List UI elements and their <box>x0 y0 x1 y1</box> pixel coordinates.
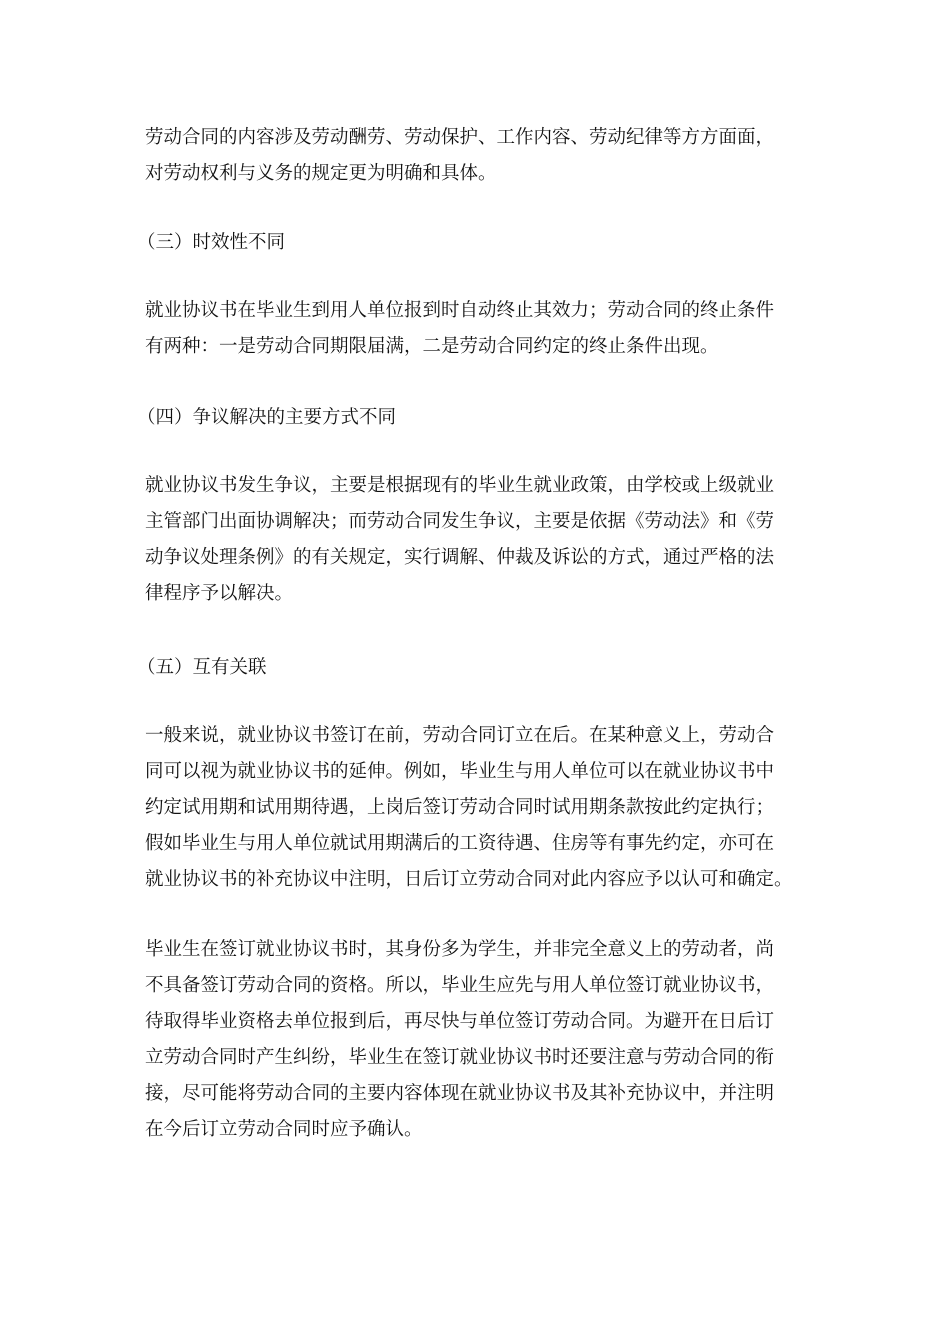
text-line: 毕业生在签订就业协议书时，其身份多为学生，并非完全意义上的劳动者，尚 <box>145 939 775 960</box>
text-line: 主管部门出面协调解决；而劳动合同发生争议，主要是依据《劳动法》和《劳 <box>145 511 775 532</box>
paragraph-validity <box>145 293 825 365</box>
text-line: 待取得毕业资格去单位报到后，再尽快与单位签订劳动合同。为避开在日后订 <box>145 1011 775 1032</box>
text-line: 同可以视为就业协议书的延伸。例如，毕业生与用人单位可以在就业协议书中 <box>145 761 775 782</box>
text-line: 律程序予以解决。 <box>145 583 294 604</box>
text-line: 动争议处理条例》的有关规定，实行调解、仲裁及诉讼的方式，通过严格的法 <box>145 547 775 568</box>
text-line: 就业协议书在毕业生到用人单位报到时自动终止其效力；劳动合同的终止条件 <box>145 300 775 321</box>
text-line: 不具备签订劳动合同的资格。所以，毕业生应先与用人单位签订就业协议书， <box>145 975 775 996</box>
text-line: 接，尽可能将劳动合同的主要内容体现在就业协议书及其补充协议中，并注明 <box>145 1083 775 1104</box>
text-line: 假如毕业生与用人单位就试用期满后的工资待遇、住房等有事先约定，亦可在 <box>145 833 775 854</box>
text-line: 就业协议书发生争议，主要是根据现有的毕业生就业政策，由学校或上级就业 <box>145 475 775 496</box>
paragraph-dispute-resolution <box>145 468 825 612</box>
paragraph-graduate-advice <box>145 932 825 1148</box>
paragraph-labor-contract-content <box>145 120 825 192</box>
text-line: 立劳动合同时产生纠纷，毕业生在签订就业协议书时还要注意与劳动合同的衔 <box>145 1047 775 1068</box>
text-line: 劳动合同的内容涉及劳动酬劳、劳动保护、工作内容、劳动纪律等方方面面， <box>145 127 775 148</box>
text-line: 在今后订立劳动合同时应予确认。 <box>145 1119 423 1140</box>
paragraph-interrelation <box>145 718 825 898</box>
text-line: 约定试用期和试用期待遇，上岗后签订劳动合同时试用期条款按此约定执行； <box>145 797 775 818</box>
text-line: 就业协议书的补充协议中注明，日后订立劳动合同对此内容应予以认可和确定。 <box>145 869 793 890</box>
text-line: 对劳动权利与义务的规定更为明确和具体。 <box>145 163 497 184</box>
text-line: 一般来说，就业协议书签订在前，劳动合同订立在后。在某种意义上，劳动合 <box>145 725 775 746</box>
section-heading-5: （五）互有关联 <box>137 657 267 678</box>
section-heading-3: （三）时效性不同 <box>137 232 286 253</box>
section-heading-4: （四）争议解决的主要方式不同 <box>137 407 397 428</box>
text-line: 有两种：一是劳动合同期限届满，二是劳动合同约定的终止条件出现。 <box>145 336 719 357</box>
